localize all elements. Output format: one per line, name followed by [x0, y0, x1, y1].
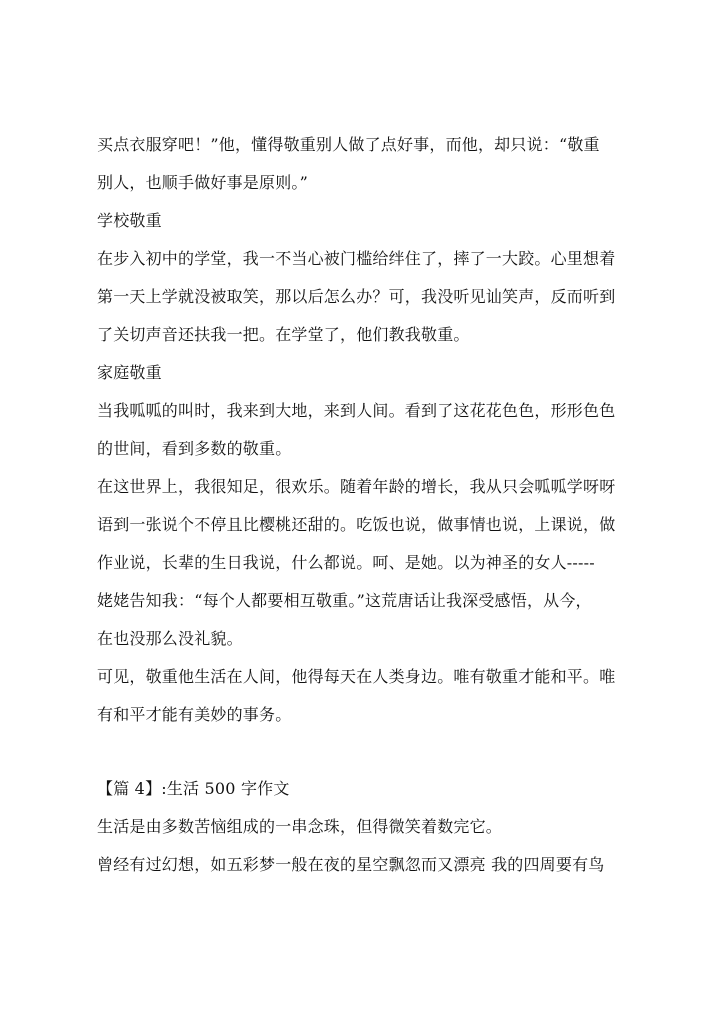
- subheading-school-respect: 学校敬重: [97, 211, 162, 230]
- section-title: 【篇 4】:生活 500 字作文: [97, 779, 290, 798]
- paragraph-line: 的世间，看到多数的敬重。: [97, 439, 292, 458]
- paragraph-line: 在这世界上，我很知足，很欢乐。随着年龄的增长，我从只会呱呱学呀呀: [97, 477, 616, 496]
- paragraph-line: 别人，也顺手做好事是原则。”: [97, 173, 308, 192]
- document-body: [97, 126, 637, 884]
- section-gap: [97, 734, 637, 770]
- paragraph-line: 第一天上学就没被取笑，那以后怎么办？可，我没听见讪笑声，反而听到: [97, 287, 616, 306]
- subheading-family-respect: 家庭敬重: [97, 363, 162, 382]
- paragraph-line: 语到一张说个不停且比樱桃还甜的。吃饭也说，做事情也说，上课说，做: [97, 515, 616, 534]
- paragraph-line: 有和平才能有美妙的事务。: [97, 705, 292, 724]
- paragraph-line: 姥姥告知我：“每个人都要相互敬重。”这荒唐话让我深受感悟，从今，: [97, 591, 592, 610]
- paragraph-line: 当我呱呱的叫时，我来到大地，来到人间。看到了这花花色色，形形色色: [97, 401, 616, 420]
- paragraph-line: 可见，敬重他生活在人间，他得每天在人类身边。唯有敬重才能和平。唯: [97, 667, 616, 686]
- paragraph-line: 在也没那么没礼貌。: [97, 629, 243, 648]
- paragraph-line: 了关切声音还扶我一把。在学堂了，他们教我敬重。: [97, 325, 470, 344]
- paragraph-line: 买点衣服穿吧！”他，懂得敬重别人做了点好事，而他，却只说：“敬重: [97, 135, 600, 154]
- paragraph-line: 作业说，长辈的生日我说，什么都说。呵、是她。以为神圣的女人-----: [97, 553, 595, 572]
- paragraph-line: 曾经有过幻想，如五彩梦一般在夜的星空飘忽而又漂亮 我的四周要有鸟: [97, 855, 605, 874]
- paragraph-line: 在步入初中的学堂，我一不当心被门槛给绊住了，摔了一大跤。心里想着: [97, 249, 616, 268]
- paragraph-line: 生活是由多数苦恼组成的一串念珠，但得微笑着数完它。: [97, 817, 503, 836]
